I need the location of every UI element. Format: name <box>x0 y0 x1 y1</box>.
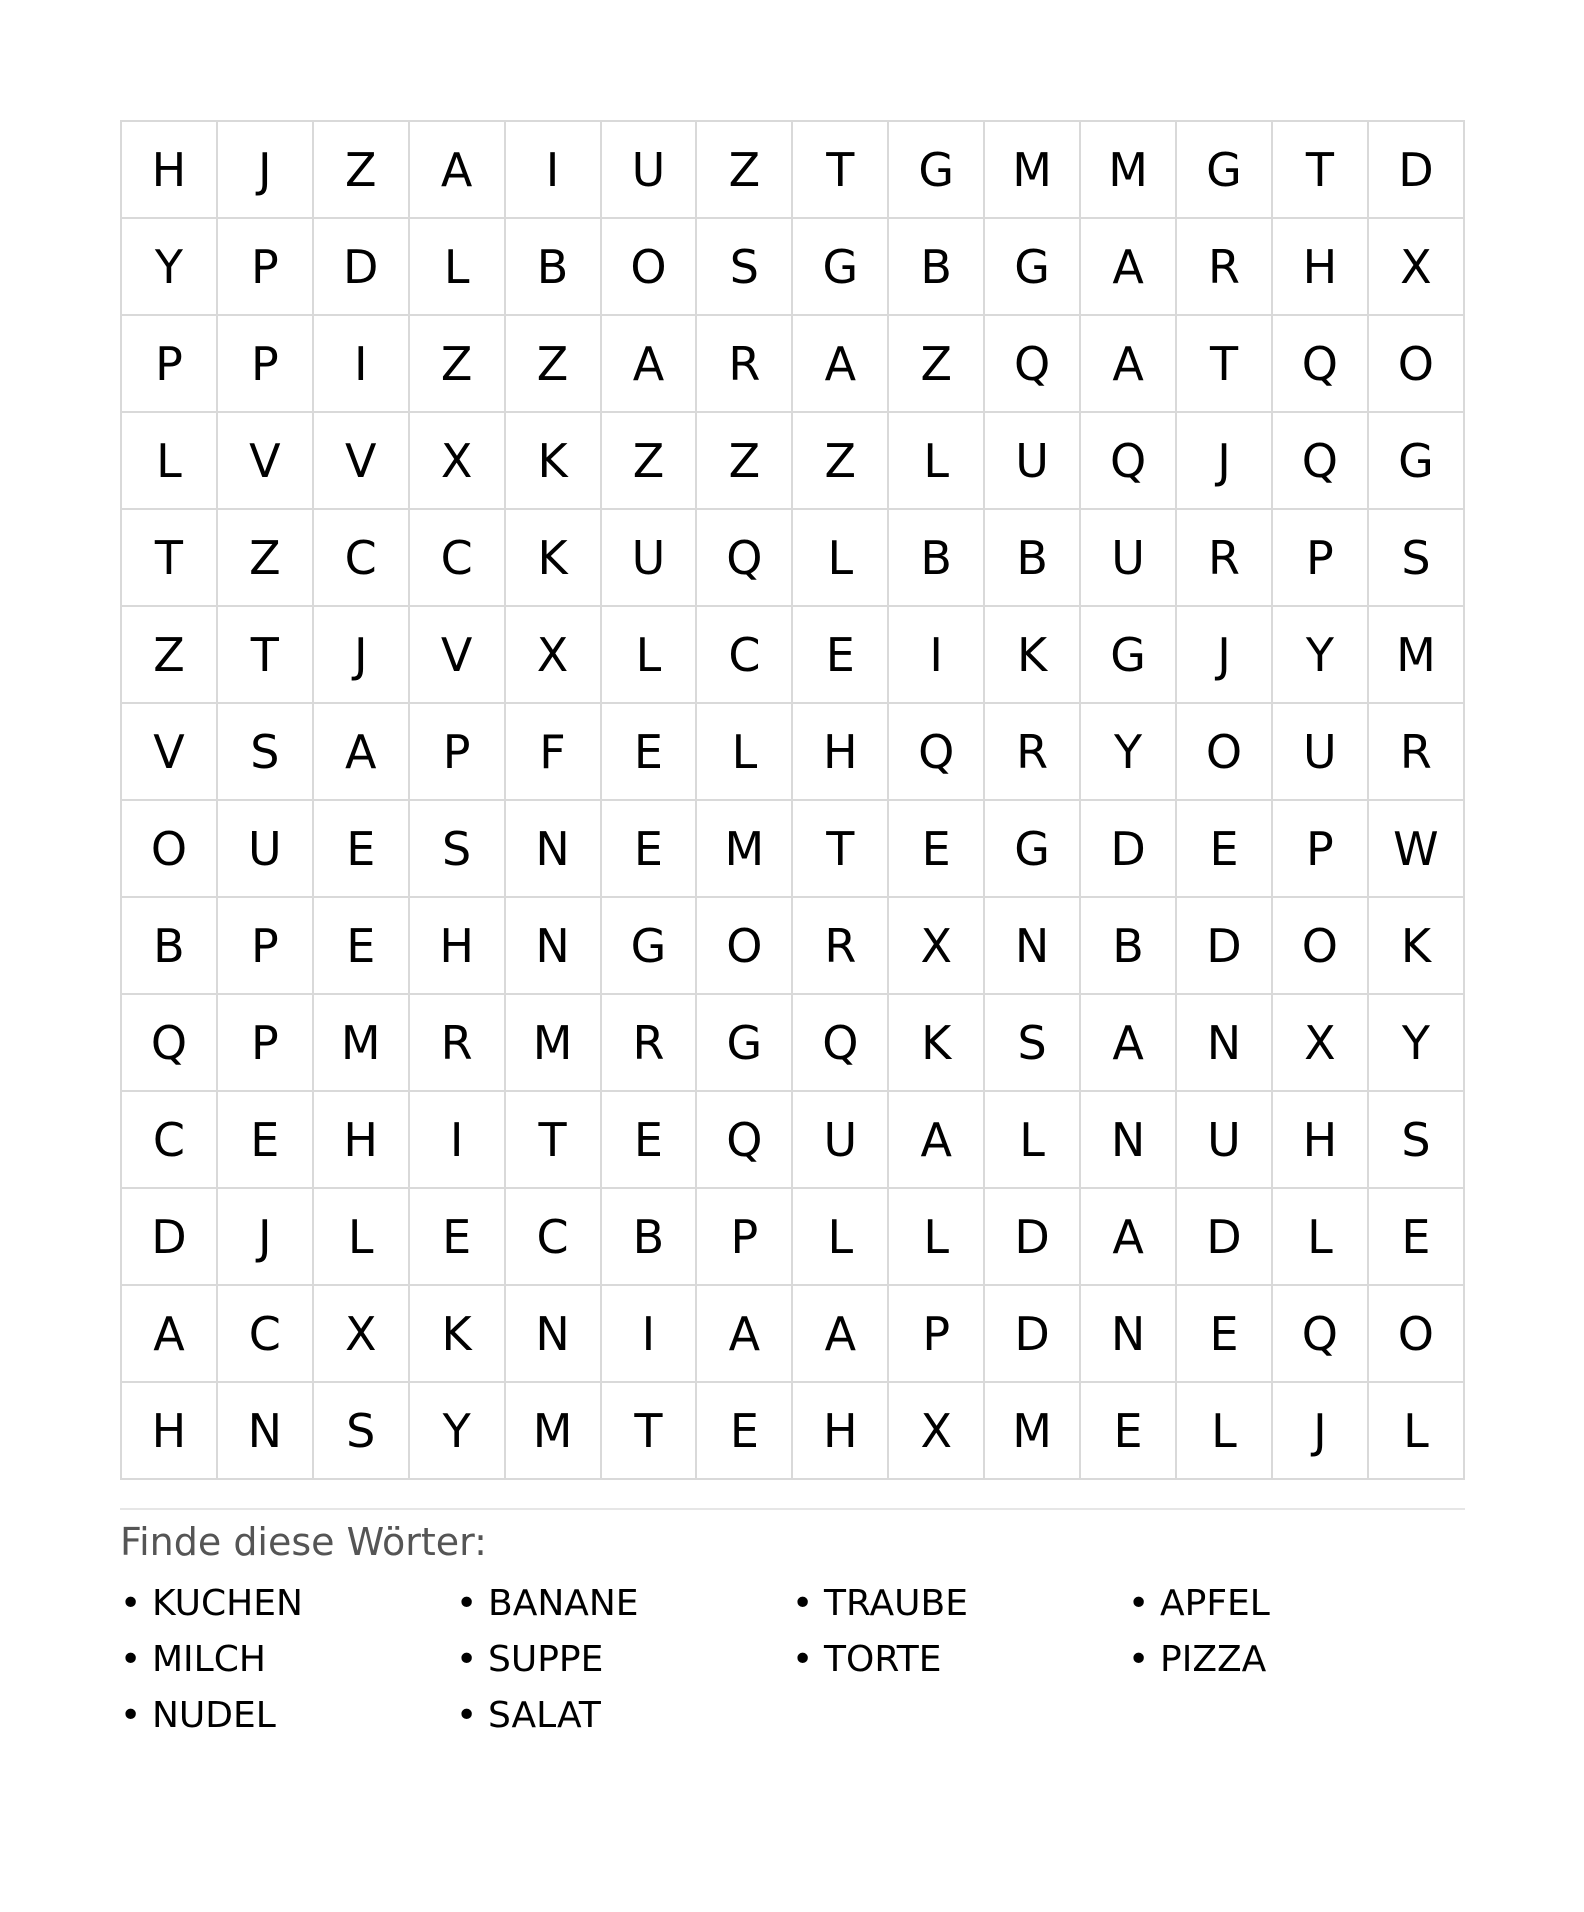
grid-cell[interactable]: U <box>1080 509 1176 606</box>
grid-cell[interactable]: I <box>888 606 984 703</box>
bullet-icon: • <box>456 1639 478 1680</box>
grid-cell[interactable]: V <box>217 412 313 509</box>
divider <box>120 1508 1465 1510</box>
grid-cell[interactable]: D <box>313 218 409 315</box>
grid-cell[interactable]: Q <box>1272 412 1368 509</box>
grid-cell[interactable]: S <box>313 1382 409 1479</box>
grid-row <box>121 412 1464 509</box>
grid-cell[interactable]: R <box>792 897 888 994</box>
grid-cell[interactable]: D <box>1368 121 1464 218</box>
letter-grid <box>120 120 1465 1480</box>
grid-cell[interactable]: B <box>601 1188 697 1285</box>
grid-cell[interactable]: S <box>696 218 792 315</box>
grid-cell[interactable]: Z <box>217 509 313 606</box>
grid-cell[interactable]: N <box>984 897 1080 994</box>
grid-cell[interactable]: B <box>505 218 601 315</box>
grid-cell[interactable]: C <box>121 1091 217 1188</box>
grid-cell[interactable]: E <box>409 1188 505 1285</box>
grid-cell[interactable]: D <box>1080 800 1176 897</box>
grid-cell[interactable]: L <box>984 1091 1080 1188</box>
grid-cell[interactable]: L <box>601 606 697 703</box>
grid-cell[interactable]: X <box>888 1382 984 1479</box>
grid-cell[interactable]: K <box>505 412 601 509</box>
word-list-item <box>120 1688 456 1744</box>
grid-cell[interactable]: E <box>601 1091 697 1188</box>
grid-cell[interactable]: G <box>1080 606 1176 703</box>
grid-cell[interactable]: A <box>1080 315 1176 412</box>
grid-cell[interactable]: Y <box>409 1382 505 1479</box>
grid-cell[interactable]: L <box>1176 1382 1272 1479</box>
grid-cell[interactable]: X <box>888 897 984 994</box>
grid-cell[interactable]: P <box>217 994 313 1091</box>
grid-row <box>121 606 1464 703</box>
grid-cell[interactable]: M <box>696 800 792 897</box>
word-search-puzzle <box>120 120 1465 1744</box>
grid-cell[interactable]: W <box>1368 800 1464 897</box>
grid-cell[interactable]: B <box>888 509 984 606</box>
grid-cell[interactable]: V <box>313 412 409 509</box>
grid-cell[interactable]: L <box>792 1188 888 1285</box>
grid-cell[interactable]: V <box>409 606 505 703</box>
grid-row <box>121 1188 1464 1285</box>
grid-cell[interactable]: Q <box>792 994 888 1091</box>
grid-cell[interactable]: P <box>696 1188 792 1285</box>
word-list-title: Finde diese Wörter: <box>120 1520 487 1564</box>
grid-cell[interactable]: G <box>1368 412 1464 509</box>
grid-cell[interactable]: H <box>792 1382 888 1479</box>
grid-cell[interactable]: T <box>217 606 313 703</box>
word-list-item <box>792 1632 1128 1688</box>
grid-cell[interactable]: L <box>1368 1382 1464 1479</box>
grid-cell[interactable]: G <box>792 218 888 315</box>
grid-cell[interactable]: R <box>601 994 697 1091</box>
word-label: TORTE <box>824 1639 942 1680</box>
grid-cell[interactable]: X <box>313 1285 409 1382</box>
word-label: SALAT <box>488 1695 601 1736</box>
bullet-icon: • <box>1128 1583 1150 1624</box>
grid-cell[interactable]: T <box>121 509 217 606</box>
grid-cell[interactable]: Z <box>696 121 792 218</box>
grid-cell[interactable]: H <box>409 897 505 994</box>
grid-cell[interactable]: Z <box>505 315 601 412</box>
grid-cell[interactable]: H <box>1272 1091 1368 1188</box>
grid-cell[interactable]: U <box>792 1091 888 1188</box>
grid-cell[interactable]: N <box>505 800 601 897</box>
grid-cell[interactable]: R <box>696 315 792 412</box>
grid-cell[interactable]: J <box>1176 412 1272 509</box>
grid-cell[interactable]: T <box>1176 315 1272 412</box>
grid-cell[interactable]: Y <box>1080 703 1176 800</box>
grid-cell[interactable]: R <box>1176 509 1272 606</box>
grid-cell[interactable]: F <box>505 703 601 800</box>
grid-cell[interactable]: Q <box>888 703 984 800</box>
grid-cell[interactable]: C <box>409 509 505 606</box>
grid-row <box>121 897 1464 994</box>
grid-cell[interactable]: I <box>505 121 601 218</box>
bullet-icon: • <box>456 1695 478 1736</box>
grid-cell[interactable]: A <box>792 1285 888 1382</box>
grid-cell[interactable]: Q <box>696 509 792 606</box>
word-label: MILCH <box>152 1639 266 1680</box>
grid-cell[interactable]: U <box>601 509 697 606</box>
grid-cell[interactable]: E <box>1368 1188 1464 1285</box>
grid-cell[interactable]: O <box>1368 315 1464 412</box>
grid-cell[interactable]: S <box>409 800 505 897</box>
grid-cell[interactable]: P <box>217 315 313 412</box>
grid-cell[interactable]: I <box>601 1285 697 1382</box>
grid-cell[interactable]: R <box>1176 218 1272 315</box>
grid-cell[interactable]: Q <box>1272 315 1368 412</box>
grid-cell[interactable]: N <box>505 897 601 994</box>
grid-cell[interactable]: O <box>601 218 697 315</box>
grid-cell[interactable]: P <box>121 315 217 412</box>
grid-cell[interactable]: S <box>1368 1091 1464 1188</box>
grid-cell[interactable]: I <box>313 315 409 412</box>
grid-cell[interactable]: C <box>696 606 792 703</box>
grid-cell[interactable]: C <box>217 1285 313 1382</box>
grid-cell[interactable]: N <box>1080 1091 1176 1188</box>
grid-cell[interactable]: Q <box>1272 1285 1368 1382</box>
grid-cell[interactable]: G <box>984 800 1080 897</box>
bullet-icon: • <box>1128 1639 1150 1680</box>
bullet-icon: • <box>456 1583 478 1624</box>
grid-cell[interactable]: X <box>1368 218 1464 315</box>
grid-cell[interactable]: A <box>121 1285 217 1382</box>
grid-cell[interactable]: U <box>217 800 313 897</box>
word-list-item <box>1128 1576 1464 1632</box>
grid-cell[interactable]: E <box>601 800 697 897</box>
grid-cell[interactable]: B <box>1080 897 1176 994</box>
grid-cell[interactable]: D <box>984 1285 1080 1382</box>
grid-cell[interactable]: J <box>1272 1382 1368 1479</box>
grid-cell[interactable]: M <box>984 1382 1080 1479</box>
grid-cell[interactable]: Y <box>1272 606 1368 703</box>
grid-cell[interactable]: S <box>1368 509 1464 606</box>
grid-cell[interactable]: A <box>696 1285 792 1382</box>
word-list-item <box>120 1632 456 1688</box>
grid-cell[interactable]: J <box>313 606 409 703</box>
grid-cell[interactable]: X <box>1272 994 1368 1091</box>
grid-cell[interactable]: O <box>1368 1285 1464 1382</box>
grid-cell[interactable]: E <box>1080 1382 1176 1479</box>
grid-row <box>121 1091 1464 1188</box>
grid-cell[interactable]: M <box>505 994 601 1091</box>
grid-cell[interactable]: D <box>1176 1188 1272 1285</box>
grid-cell[interactable]: M <box>1368 606 1464 703</box>
grid-cell[interactable]: P <box>888 1285 984 1382</box>
grid-cell[interactable]: T <box>792 121 888 218</box>
grid-cell[interactable]: L <box>888 1188 984 1285</box>
word-list <box>120 1576 1465 1744</box>
grid-cell[interactable]: Q <box>1080 412 1176 509</box>
grid-cell[interactable]: N <box>505 1285 601 1382</box>
word-list-item <box>456 1632 792 1688</box>
grid-cell[interactable]: C <box>313 509 409 606</box>
bullet-icon: • <box>120 1583 142 1624</box>
grid-cell[interactable]: L <box>121 412 217 509</box>
grid-row <box>121 703 1464 800</box>
grid-cell[interactable]: A <box>601 315 697 412</box>
bullet-icon: • <box>792 1639 814 1680</box>
grid-cell[interactable]: M <box>984 121 1080 218</box>
grid-cell[interactable]: K <box>888 994 984 1091</box>
grid-cell[interactable]: U <box>1272 703 1368 800</box>
grid-cell[interactable]: P <box>409 703 505 800</box>
grid-cell[interactable]: L <box>792 509 888 606</box>
grid-cell[interactable]: U <box>1176 1091 1272 1188</box>
grid-cell[interactable]: Y <box>1368 994 1464 1091</box>
grid-cell[interactable]: P <box>217 897 313 994</box>
grid-cell[interactable]: X <box>505 606 601 703</box>
grid-cell[interactable]: U <box>984 412 1080 509</box>
grid-cell[interactable]: K <box>505 509 601 606</box>
grid-cell[interactable]: R <box>1368 703 1464 800</box>
grid-cell[interactable]: O <box>1176 703 1272 800</box>
word-list-item <box>792 1576 1128 1632</box>
grid-cell[interactable]: D <box>1176 897 1272 994</box>
word-list-item <box>456 1688 792 1744</box>
grid-cell[interactable]: D <box>984 1188 1080 1285</box>
grid-cell[interactable]: G <box>696 994 792 1091</box>
grid-cell[interactable]: D <box>121 1188 217 1285</box>
grid-cell[interactable]: E <box>313 800 409 897</box>
grid-cell[interactable]: H <box>313 1091 409 1188</box>
grid-cell[interactable]: G <box>601 897 697 994</box>
grid-cell[interactable]: P <box>1272 800 1368 897</box>
grid-cell[interactable]: J <box>217 121 313 218</box>
grid-cell[interactable]: A <box>313 703 409 800</box>
grid-cell[interactable]: C <box>505 1188 601 1285</box>
grid-cell[interactable]: E <box>1176 800 1272 897</box>
word-label: APFEL <box>1160 1583 1270 1624</box>
grid-cell[interactable]: B <box>888 218 984 315</box>
word-label: NUDEL <box>152 1695 276 1736</box>
word-label: BANANE <box>488 1583 639 1624</box>
grid-cell[interactable]: Q <box>984 315 1080 412</box>
grid-cell[interactable]: O <box>696 897 792 994</box>
grid-cell[interactable]: R <box>984 703 1080 800</box>
grid-cell[interactable]: E <box>217 1091 313 1188</box>
grid-cell[interactable]: M <box>1080 121 1176 218</box>
grid-cell[interactable]: P <box>217 218 313 315</box>
grid-cell[interactable]: U <box>601 121 697 218</box>
grid-cell[interactable]: A <box>792 315 888 412</box>
grid-row <box>121 1382 1464 1479</box>
grid-cell[interactable]: Q <box>696 1091 792 1188</box>
grid-row <box>121 994 1464 1091</box>
word-label: PIZZA <box>1160 1639 1267 1680</box>
grid-row <box>121 121 1464 218</box>
grid-cell[interactable]: T <box>1272 121 1368 218</box>
word-list-item <box>120 1576 456 1632</box>
grid-cell[interactable]: Q <box>121 994 217 1091</box>
grid-cell[interactable]: J <box>217 1188 313 1285</box>
grid-cell[interactable]: T <box>601 1382 697 1479</box>
grid-cell[interactable]: G <box>1176 121 1272 218</box>
grid-cell[interactable]: P <box>1272 509 1368 606</box>
grid-cell[interactable]: K <box>984 606 1080 703</box>
bullet-icon: • <box>120 1639 142 1680</box>
word-label: TRAUBE <box>824 1583 968 1624</box>
grid-cell[interactable]: Z <box>409 315 505 412</box>
grid-cell[interactable]: A <box>1080 218 1176 315</box>
grid-cell[interactable]: H <box>792 703 888 800</box>
grid-cell[interactable]: Z <box>696 412 792 509</box>
grid-cell[interactable]: L <box>1272 1188 1368 1285</box>
grid-cell[interactable]: Z <box>313 121 409 218</box>
grid-cell[interactable]: N <box>1176 994 1272 1091</box>
grid-cell[interactable]: M <box>313 994 409 1091</box>
grid-cell[interactable]: K <box>1368 897 1464 994</box>
word-list-item <box>456 1576 792 1632</box>
grid-cell[interactable]: Z <box>888 315 984 412</box>
grid-cell[interactable]: M <box>505 1382 601 1479</box>
grid-cell[interactable]: N <box>1080 1285 1176 1382</box>
grid-cell[interactable]: A <box>1080 1188 1176 1285</box>
grid-cell[interactable]: H <box>1272 218 1368 315</box>
grid-cell[interactable]: A <box>888 1091 984 1188</box>
grid-row <box>121 800 1464 897</box>
bullet-icon: • <box>792 1583 814 1624</box>
grid-cell[interactable]: L <box>888 412 984 509</box>
grid-cell[interactable]: Z <box>121 606 217 703</box>
grid-cell[interactable]: E <box>601 703 697 800</box>
grid-cell[interactable]: E <box>1176 1285 1272 1382</box>
grid-cell[interactable]: S <box>984 994 1080 1091</box>
grid-cell[interactable]: O <box>1272 897 1368 994</box>
grid-cell[interactable]: Z <box>792 412 888 509</box>
grid-cell[interactable]: H <box>121 1382 217 1479</box>
word-label: SUPPE <box>488 1639 604 1680</box>
grid-cell[interactable]: S <box>217 703 313 800</box>
grid-row <box>121 509 1464 606</box>
grid-cell[interactable]: Y <box>121 218 217 315</box>
grid-cell[interactable]: T <box>792 800 888 897</box>
grid-row <box>121 1285 1464 1382</box>
grid-row <box>121 315 1464 412</box>
grid-cell[interactable]: K <box>409 1285 505 1382</box>
grid-cell[interactable]: A <box>1080 994 1176 1091</box>
grid-cell[interactable]: V <box>121 703 217 800</box>
grid-cell[interactable]: H <box>121 121 217 218</box>
word-label: KUCHEN <box>152 1583 303 1624</box>
grid-cell[interactable]: O <box>121 800 217 897</box>
grid-cell[interactable]: E <box>696 1382 792 1479</box>
grid-cell[interactable]: Z <box>601 412 697 509</box>
grid-cell[interactable]: L <box>696 703 792 800</box>
grid-row <box>121 218 1464 315</box>
grid-cell[interactable]: L <box>313 1188 409 1285</box>
grid-cell[interactable]: T <box>505 1091 601 1188</box>
grid-cell[interactable]: E <box>313 897 409 994</box>
grid-cell[interactable]: E <box>888 800 984 897</box>
grid-cell[interactable]: G <box>888 121 984 218</box>
grid-cell[interactable]: X <box>409 412 505 509</box>
grid-cell[interactable]: J <box>1176 606 1272 703</box>
grid-cell[interactable]: G <box>984 218 1080 315</box>
grid-cell[interactable]: R <box>409 994 505 1091</box>
grid-cell[interactable]: B <box>984 509 1080 606</box>
grid-cell[interactable]: A <box>409 121 505 218</box>
grid-cell[interactable]: E <box>792 606 888 703</box>
grid-cell[interactable]: I <box>409 1091 505 1188</box>
grid-cell[interactable]: B <box>121 897 217 994</box>
grid-cell[interactable]: N <box>217 1382 313 1479</box>
grid-cell[interactable]: L <box>409 218 505 315</box>
word-list-item <box>1128 1632 1464 1688</box>
bullet-icon: • <box>120 1695 142 1736</box>
